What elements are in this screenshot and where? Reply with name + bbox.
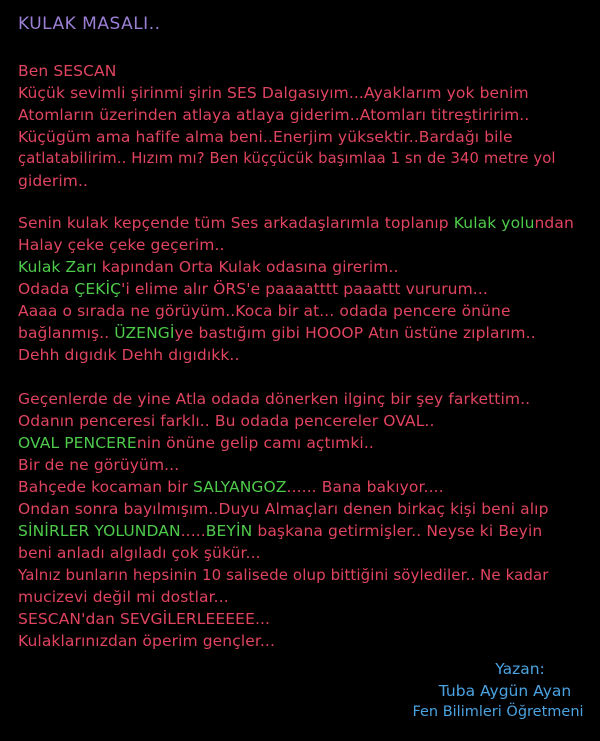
text-line: SESCAN'dan SEVGİLERLEEEEE... (18, 610, 271, 628)
text-span: ..... (180, 522, 206, 540)
text-line (18, 478, 444, 496)
text-span: nin önüne gelip camı açtımki.. (136, 434, 374, 452)
text-line: Odanın penceresi farklı.. Bu odada pencereler OVAL.. (18, 412, 435, 430)
text-line (18, 434, 374, 452)
highlight-term: Kulak Zarı (18, 258, 97, 276)
highlight-term: Kulak yolu (453, 214, 535, 232)
text-line (18, 324, 536, 342)
text-line (18, 258, 399, 276)
text-span: bağlanmış.. (18, 324, 115, 342)
text-line: giderim.. (18, 172, 89, 190)
signature-role: Fen Bilimleri Öğretmeni (412, 704, 584, 720)
text-line (18, 214, 574, 232)
highlight-term: SİNİRLER YOLUNDAN (18, 522, 181, 540)
story-title: KULAK MASALI.. (18, 14, 161, 34)
highlight-term: SALYANGOZ (193, 478, 287, 496)
text-line: Ondan sonra bayılmışım..Duyu Almaçları denen birkaç kişi beni alıp (18, 500, 549, 518)
text-line: Aaaa o sırada ne görüyüm..Koca bir at... odada pencere önüne (18, 302, 511, 320)
text-span: ndan (534, 214, 574, 232)
text-span: Bahçede kocaman bir (18, 478, 194, 496)
highlight-term: ÇEKİÇ (74, 280, 122, 298)
text-line (18, 522, 542, 540)
text-line: Yalnız bunların hepsinin 10 salisede olup bittiğini söylediler.. Ne kadar (18, 566, 549, 584)
text-span: ye bastığım gibi HOOOP Atın üstüne zıplarım.. (174, 324, 536, 342)
text-line: çatlatabilirim.. Hızım mı? Ben küççücük başımlaa 1 sn de 340 metre yol (18, 150, 556, 167)
text-line: Bir de ne görüyüm... (18, 456, 180, 474)
text-span: Odada (18, 280, 75, 298)
text-line: beni anladı algıladı çok şükür... (18, 544, 261, 562)
text-span: ...... Bana bakıyor.... (286, 478, 444, 496)
highlight-term: ÜZENGİ (114, 324, 175, 342)
text-line: Küçügüm ama hafife alma beni..Enerjim yüksektir..Bardağı bile (18, 128, 513, 146)
text-line: Ben SESCAN (18, 62, 117, 80)
highlight-term: OVAL PENCERE (18, 434, 137, 452)
text-span: 'i elime alır ÖRS'e paaaatttt paaattt vururum... (121, 280, 488, 298)
signature-label: Yazan: (495, 660, 545, 678)
text-span: Senin kulak kepçende tüm Ses arkadaşlarımla toplanıp (18, 214, 454, 232)
text-line (18, 280, 488, 298)
text-line: Kulaklarınızdan öperim gençler... (18, 632, 275, 650)
text-line: Halay çeke çeke geçerim.. (18, 236, 225, 254)
text-line: Geçenlerde de yine Atla odada dönerken ilginç bir şey farkettim.. (18, 390, 531, 408)
text-line: Dehh dıgıdık Dehh dıgıdıkk.. (18, 346, 240, 364)
highlight-term: BEYİN (205, 522, 253, 540)
signature-name: Tuba Aygün Ayan (438, 682, 572, 700)
text-line: mucizevi değil mi dostlar... (18, 588, 229, 606)
text-line: Küçük sevimli şirinmi şirin SES Dalgasıyım...Ayaklarım yok benim (18, 84, 529, 102)
text-span: kapından Orta Kulak odasına girerim.. (96, 258, 399, 276)
text-span: başkana getirmişler.. Neyse ki Beyin (252, 522, 543, 540)
text-line: Atomların üzerinden atlaya atlaya giderim..Atomları titreştiririm.. (18, 106, 530, 124)
